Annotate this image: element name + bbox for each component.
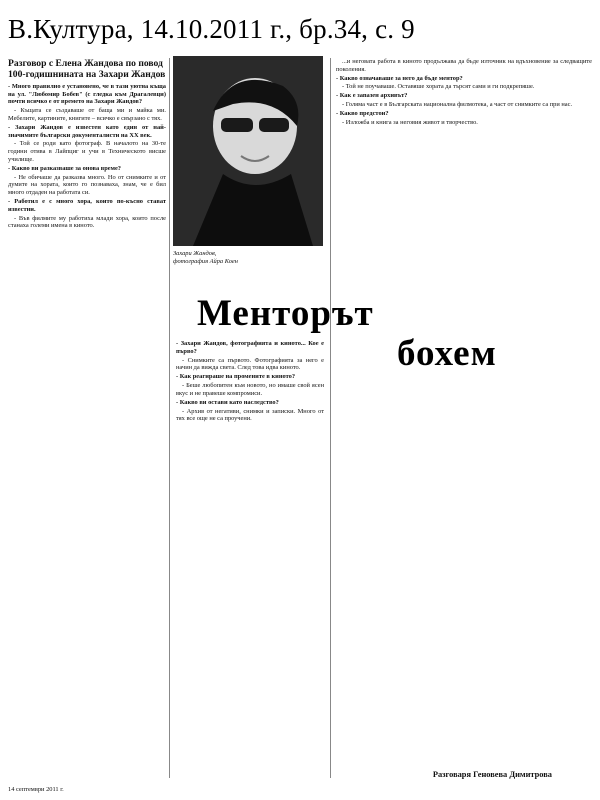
interview-question: - Как реагираше на промените в киното? xyxy=(176,373,296,381)
column-divider xyxy=(169,58,170,778)
interview-answer: - Във филмите му работиха млади хора, които после станаха големи имена в киното. xyxy=(8,214,166,230)
interview-question: - Какво ви разказваше за онова време? xyxy=(8,164,121,172)
interview-answer: - Къщата се създаваше от баща ми и майка ми. Мебелите, картините, книгите – всичко е свързано с тях. xyxy=(8,107,166,122)
interview-question: - Работил е с много хора, които по-късно стават известни. xyxy=(8,197,166,213)
headline-line-1: Менторът xyxy=(197,293,374,334)
footer-date: 14 септември 2011 г. xyxy=(8,786,64,793)
interview-question: - Какво предстои? xyxy=(336,110,389,118)
interview-answer: - Изложба и книга за неговия живот и творчество. xyxy=(342,119,478,127)
interview-answer: - Беше любопитен към новото, но имаше свой ясен вкус и не правеше компромиси. xyxy=(176,382,324,397)
article-headline xyxy=(197,294,597,374)
column-divider xyxy=(330,58,331,778)
interview-answer: - Снимките са първото. Фотографията за него е начин да вижда света. След това идва киното. xyxy=(176,356,324,372)
interview-question: - Как е запазен архивът? xyxy=(336,92,408,100)
interview-question: - Много правилно е установено, че в тази уютна къща на ул. "Любомир Бобев" (с гледка към Драгалевци) почти всичко е от времето на Захари Жандов? xyxy=(8,83,166,106)
interview-answer: - Той се роди като фотограф. В началото на 30-те години отива в Лайпциг и учи в Техническото висше училище. xyxy=(8,140,166,163)
interviewer-signature: Разговаря Геновева Димитрова xyxy=(432,770,552,779)
page-header xyxy=(0,0,600,52)
column-right xyxy=(336,58,592,288)
left-column-text xyxy=(8,83,166,230)
interview-answer: - Той не поучаваше. Оставяше хората да търсят сами и ги подкрепяше. xyxy=(342,83,535,91)
column-left xyxy=(8,58,166,770)
interview-answer: - Не обичаше да разказва много. Но от снимките и от думите на хората, които го познаваха, знам, че е бил много отдаден на работата си. xyxy=(8,173,166,197)
interview-question: - Захари Жандов, фотографията и киното... Кое е първо? xyxy=(176,340,324,355)
interview-answer: ...и неговата работа в киното продължава да бъде източник на вдъхновение за следващите поколения. xyxy=(336,58,592,73)
interview-question: - Захари Жандов е известен като един от най-значимите български документалисти на ХХ век. xyxy=(8,123,166,139)
photo-caption: Захари Жандов, фотография Айра Коен xyxy=(173,250,238,265)
right-column-text xyxy=(336,58,592,127)
interview-answer: - Голяма част е в Българската национална филмотека, а част от снимките са при нас. xyxy=(342,101,573,109)
headline-line-2: бохем xyxy=(397,333,497,374)
column-middle xyxy=(176,340,324,770)
article-deck: Разговор с Елена Жандова по повод 100-годишнината на Захари Жандов xyxy=(8,58,166,80)
citation-line: В.Култура, 14.10.2011 г., бр.34, с. 9 xyxy=(8,14,415,44)
portrait-photo xyxy=(173,56,323,246)
interview-question: - Какво ви остави като наследство? xyxy=(176,398,279,406)
interview-question: - Какво означаваше за него да бъде ментор? xyxy=(336,74,463,82)
interview-answer: - Архив от негативи, снимки и записки. Много от тях все още не са проучени. xyxy=(176,407,324,423)
